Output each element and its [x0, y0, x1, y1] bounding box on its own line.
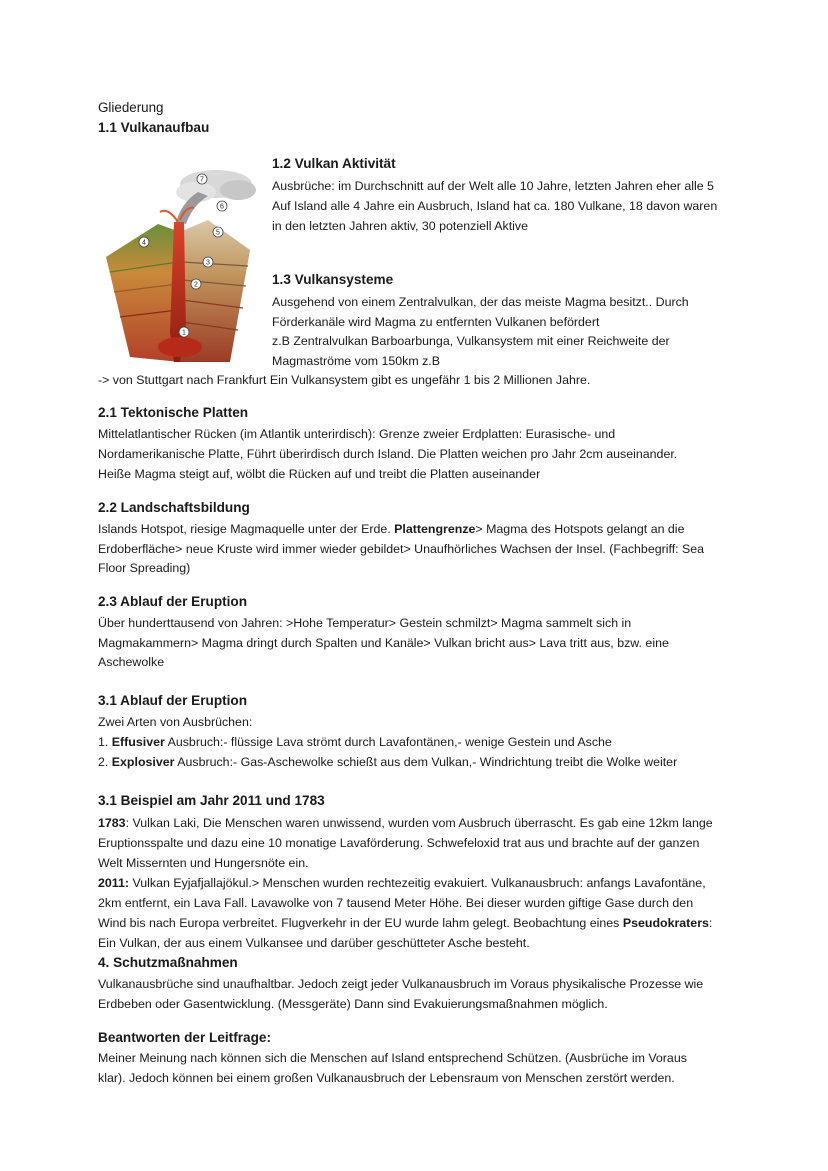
- section-4-line-1: Vulkanausbrüche sind unaufhaltbar. Jedoch zeigt jeder Vulkanausbruch im Voraus physikalische Prozesse wie: [98, 977, 704, 991]
- example-1783-line-1: 1783: Vulkan Laki, Die Menschen waren unwissend, wurden vom Ausbruch überrascht. Es gab eine 12km lange: [98, 816, 713, 830]
- section-1-2-line-1: Ausbrüche: im Durchschnitt auf der Welt alle 10 Jahre, letzten Jahren eher alle 5: [272, 179, 714, 193]
- marker-3: 3: [206, 259, 210, 267]
- section-2-2-title: 2.2 Landschaftsbildung: [98, 500, 250, 515]
- section-1-3-line-2: Förderkanäle wird Magma zu entfernten Vulkanen befördert: [272, 315, 600, 329]
- section-3-1-example-title: 3.1 Beispiel am Jahr 2011 und 1783: [98, 793, 325, 808]
- marker-2: 2: [194, 281, 198, 289]
- section-1-3-line-3: z.B Zentralvulkan Barboarbunga, Vulkansystem mit einer Reichweite der: [272, 334, 670, 348]
- outline-label: Gliederung: [98, 100, 164, 115]
- section-2-2-line-3: Floor Spreading): [98, 561, 191, 575]
- section-1-1-title: 1.1 Vulkanaufbau: [98, 120, 210, 135]
- section-2-1-line-2: Nordamerikanische Platte, Führt überirdisch durch Island. Die Platten weichen pro Jahr 2cm auseinander.: [98, 447, 678, 461]
- example-2011-line-1: 2011: Vulkan Eyjafjallajökul.> Menschen wurden rechtezeitig evakuiert. Vulkanausbruch: anfangs Lavafontäne,: [98, 876, 706, 890]
- section-1-2-line-2: Auf Island alle 4 Jahre ein Ausbruch, Island hat ca. 180 Vulkane, 18 davon waren: [272, 199, 718, 213]
- example-1783-line-3: Welt Missernten und Hungersnöte ein.: [98, 856, 309, 870]
- example-2011-line-2: 2km entfernt, ein Lava Fall. Lavawolke von 7 tausend Meter Höhe. Bei dieser wurden giftige Gase durch den: [98, 896, 694, 910]
- marker-7: 7: [200, 176, 204, 184]
- section-2-3-line-3: Aschewolke: [98, 655, 165, 669]
- leitfrage-line-1: Meiner Meinung nach können sich die Menschen auf Island entsprechend Schützen. (Ausbrüche im Voraus: [98, 1051, 687, 1065]
- section-2-1-line-1: Mittelatlantischer Rücken (im Atlantik unterirdisch): Grenze zweier Erdplatten: Eurasische- und: [98, 427, 616, 441]
- section-3-1-intro: Zwei Arten von Ausbrüchen:: [98, 715, 253, 729]
- section-4-line-2: Erdbeben oder Gasentwicklung. (Messgeräte) Dann sind Evakuierungsmaßnahmen möglich.: [98, 997, 608, 1011]
- leitfrage-title: Beantworten der Leitfrage:: [98, 1030, 271, 1045]
- section-2-3-line-2: Magmakammern> Magma dringt durch Spalten und Kanäle> Vulkan bricht aus> Lava tritt aus, bzw. eine: [98, 636, 669, 650]
- marker-4: 4: [142, 239, 146, 247]
- section-2-1-title: 2.1 Tektonische Platten: [98, 405, 249, 420]
- marker-6: 6: [220, 203, 224, 211]
- example-2011-line-4: Ein Vulkan, der aus einem Vulkansee und darüber geschütteter Asche besteht.: [98, 936, 530, 950]
- example-2011-line-3: Wind bis nach Europa verbreitet. Flugverkehr in der EU wurde lahm gelegt. Beobachtung eines Pseudokraters:: [98, 916, 713, 930]
- list-item-explosive: 2. Explosiver Ausbruch:- Gas-Aschewolke schießt aus dem Vulkan,- Windrichtung treibt die Wolke weiter: [98, 755, 678, 769]
- section-1-3-title: 1.3 Vulkansysteme: [272, 272, 394, 287]
- volcano-cross-section-icon: [98, 162, 258, 367]
- section-2-2-line-2: Erdoberfläche> neue Kruste wird immer wieder gebildet> Unaufhörliches Wachsen der Insel. (Fachbegriff: Sea: [98, 542, 705, 556]
- leitfrage-line-2: klar). Jedoch können bei einem großen Vulkanausbruch der Lebensraum von Menschen zerstört werden.: [98, 1071, 675, 1085]
- section-1-3-line-1: Ausgehend von einem Zentralvulkan, der das meiste Magma besitzt.. Durch: [272, 295, 689, 309]
- section-2-1-line-3: Heiße Magma steigt auf, wölbt die Rücken auf und treibt die Platten auseinander: [98, 467, 541, 481]
- section-1-2-title: 1.2 Vulkan Aktivität: [272, 156, 396, 171]
- marker-1: 1: [182, 329, 186, 337]
- marker-5: 5: [216, 229, 220, 237]
- section-4-title: 4. Schutzmaßnahmen: [98, 955, 238, 970]
- section-1-3-line-4: Magmaströme vom 150km z.B: [272, 354, 441, 368]
- example-1783-line-2: Eruptionsspalte und dazu eine 10 monatige Lavaförderung. Schwefeloxid trat aus und brachte auf der ganzen: [98, 836, 700, 850]
- list-item-effusive: 1. Effusiver Ausbruch:- flüssige Lava strömt durch Lavafontänen,- wenige Gestein und Asche: [98, 735, 612, 749]
- section-2-3-title: 2.3 Ablauf der Eruption: [98, 594, 248, 609]
- section-1-2-line-3: in den letzten Jahren aktiv, 30 potenziell Aktive: [272, 219, 528, 233]
- section-2-2-line-1: Islands Hotspot, riesige Magmaquelle unter der Erde. Plattengrenze> Magma des Hotspots gelangt an die: [98, 522, 685, 536]
- section-1-3-full-line: -> von Stuttgart nach Frankfurt Ein Vulkansystem gibt es ungefähr 1 bis 2 Millionen Jahre.: [98, 373, 591, 387]
- section-2-3-line-1: Über hunderttausend von Jahren: >Hohe Temperatur> Gestein schmilzt> Magma sammelt sich in: [98, 616, 632, 630]
- section-3-1-eruption-title: 3.1 Ablauf der Eruption: [98, 693, 248, 708]
- term-plattengrenze: Plattengrenze: [394, 522, 476, 536]
